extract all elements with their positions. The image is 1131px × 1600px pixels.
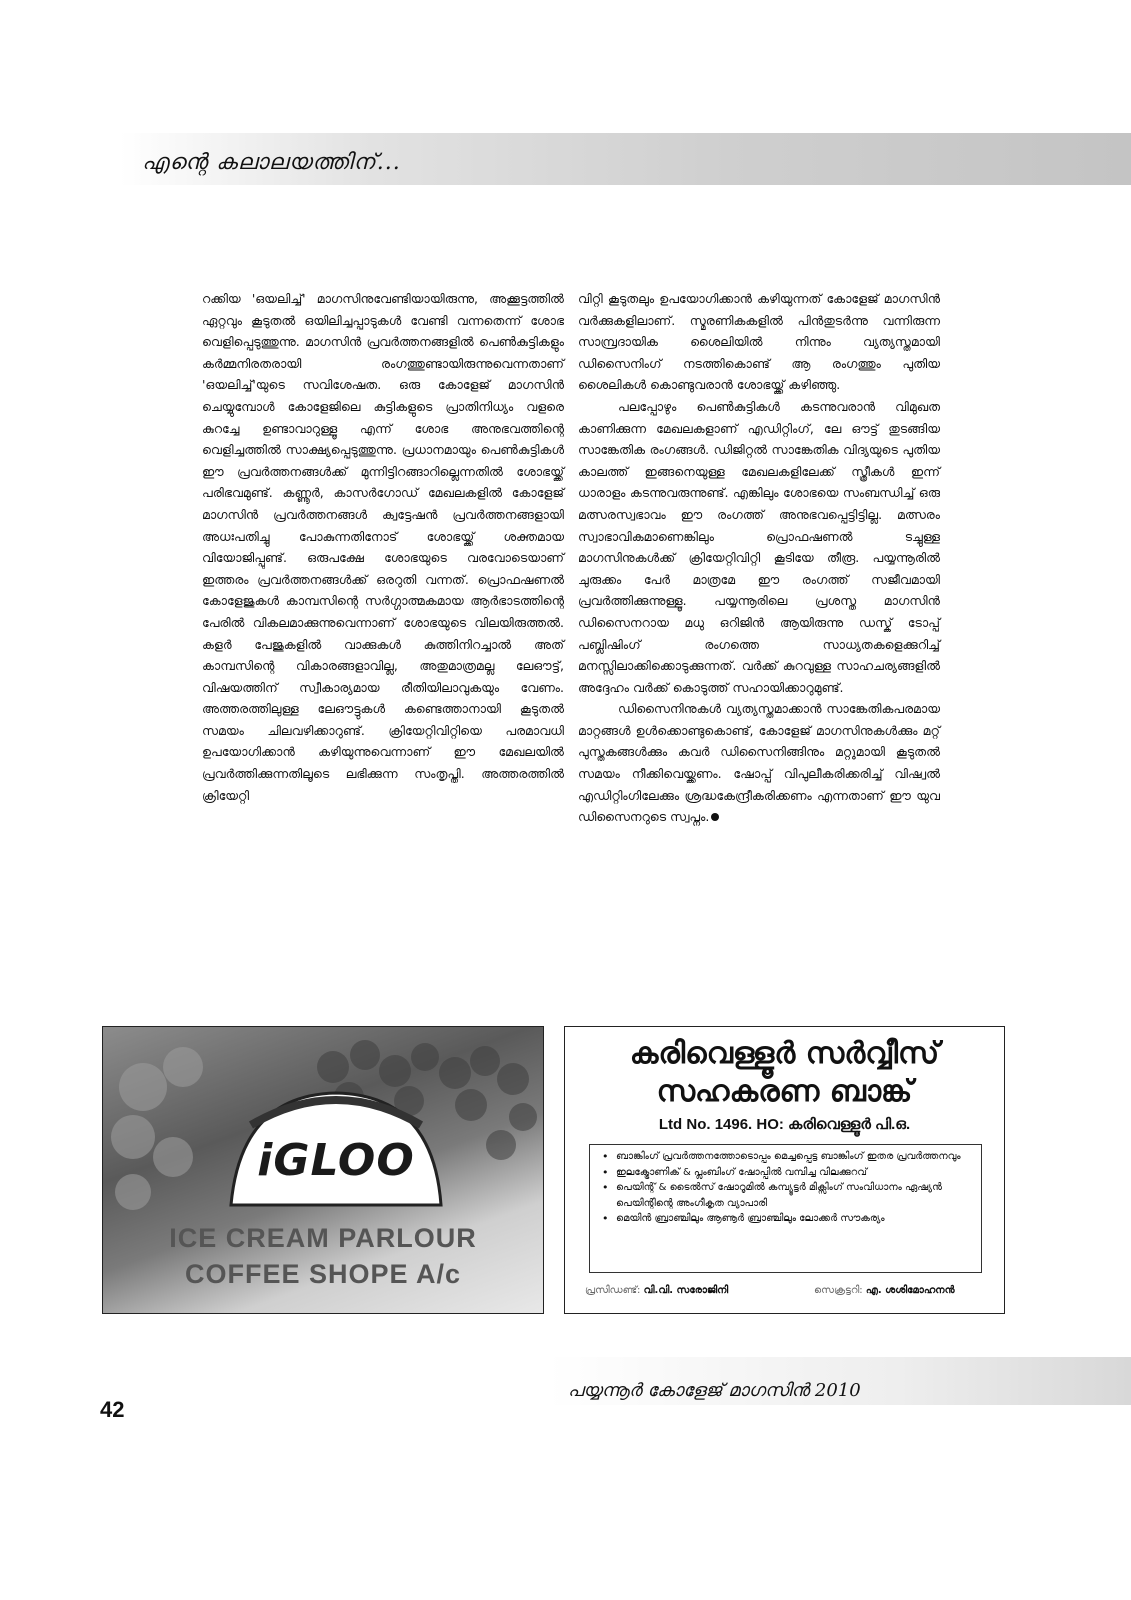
bank-name bbox=[565, 1035, 1004, 1111]
list-item: • പെയിന്റ് & ടൈൽസ് ഷോറൂമിൽ കമ്പ്യൂട്ടർ മിക്സിംഗ് സംവിധാനം ഏഷ്യൻ പെയിന്റിന്റെ അംഗീകൃത വ്യാപാരി bbox=[602, 1181, 942, 1209]
magazine-title: പയ്യന്നൂർ കോളേജ് മാഗസിൻ 2010 bbox=[568, 1380, 861, 1401]
bank-secretary bbox=[814, 1285, 955, 1296]
bank-advertisement bbox=[564, 1026, 1005, 1314]
list-item: • ബാങ്കിംഗ് പ്രവർത്തനത്തോടൊപ്പം മെച്ചപ്പെട്ട ബാങ്കിംഗ് ഇതര പ്രവർത്തനവും bbox=[602, 1150, 961, 1163]
article-paragraph: വിറ്റി കൂടുതലും ഉപയോഗിക്കാൻ കഴിയുന്നത് കോളേജ് മാഗസിൻ വർക്കുകളിലാണ്. സ്മരണികകളിൽ പിൻതുടർന്നു വന്നിരുന്ന സാമ്പ്രദായിക ശൈലിയിൽ നിന്നും വ്യത്യസ്തമായി ഡിസൈനിംഗ് നടത്തികൊണ്ട് ആ രംഗത്തും പുതിയ ശൈലികൾ കൊണ്ടുവരാൻ ശോഭയ്ക്ക് കഴിഞ്ഞു. bbox=[578, 291, 940, 393]
bullet-icon: • bbox=[602, 1181, 609, 1194]
article-column-right bbox=[578, 288, 940, 828]
bullet-icon: • bbox=[602, 1212, 609, 1225]
section-title: എന്റെ കലാലയത്തിന്... bbox=[142, 150, 401, 175]
igloo-advertisement bbox=[102, 1026, 544, 1314]
bank-name-line1: കരിവെള്ളൂർ സർവ്വീസ് bbox=[629, 1036, 940, 1071]
ad-line-parlour: ICE CREAM PARLOUR bbox=[169, 1223, 477, 1253]
article-paragraph bbox=[578, 698, 940, 828]
bank-services-list bbox=[589, 1144, 982, 1273]
end-mark-icon bbox=[711, 813, 719, 821]
bank-name-line2: സഹകരണ ബാങ്ക് bbox=[656, 1074, 913, 1109]
bullet-icon: • bbox=[602, 1150, 609, 1163]
page-number: 42 bbox=[100, 1397, 125, 1422]
secretary-label: സെക്രട്ടറി: bbox=[814, 1285, 863, 1296]
list-item: • മെയിൻ ബ്രാഞ്ചിലും ആണൂർ ബ്രാഞ്ചിലും ലോക്കർ സൗകര്യം bbox=[602, 1212, 885, 1225]
list-item: • ഇലക്ട്രോണിക് & പ്ലംബിംഗ് ഷോപ്പിൽ വമ്പിച്ച വിലക്കുറവ് bbox=[602, 1165, 867, 1179]
president-name: വി.വി. സരോജിനി bbox=[643, 1285, 729, 1296]
president-label: പ്രസിഡണ്ട്: bbox=[585, 1285, 641, 1296]
article-paragraph-text: ഡിസൈനിനുകൾ വ്യത്യസ്തമാക്കാൻ സാങ്കേതികപരമായ മാറ്റങ്ങൾ ഉൾക്കൊണ്ടുകൊണ്ട്, കോളേജ് മാഗസിനുകൾക്കും മറ്റ് പുസ്തകങ്ങൾക്കും കവർ ഡിസൈനിങ്ങിനും മറ്റുമായി കൂടുതൽ സമയം നീക്കിവെയ്ക്കണം. ഷോപ്പ് വിപുലീകരിക്കരിച്ച് വിഷ്വൽ എഡിറ്റിംഗിലേക്കും ശ്രദ്ധകേന്ദ്രീകരിക്കണം എന്നതാണ് ഈ യുവ ഡിസൈനറുടെ സ്വപ്നം. bbox=[578, 701, 940, 825]
article-column-left bbox=[202, 288, 564, 806]
bank-president bbox=[585, 1285, 728, 1296]
secretary-name: എ. ശശിമോഹനൻ bbox=[865, 1285, 955, 1296]
article-paragraph: റക്കിയ 'ഒയലിച്ച്' മാഗസിനുവേണ്ടിയായിരുന്നു, അക്കൂട്ടത്തിൽ ഏറ്റവും കൂടുതൽ ഒയിലിച്ചപ്പാടുകൾ വേണ്ടി വന്നതെന്ന് ശോഭ വെളിപ്പെടുത്തുന്നു. മാഗസിൻ പ്രവർത്തനങ്ങളിൽ പെൺകുട്ടികളും കർമ്മനിരതരായി രംഗത്തുണ്ടായിരുന്നുവെന്നതാണ് 'ഒയലിച്ച്'യുടെ സവിശേഷത. ഒരു കോളേജ് മാഗസിൻ ചെയ്യുമ്പോൾ കോളേജിലെ കുട്ടികളുടെ പ്രാതിനിധ്യം വളരെ കുറച്ചേ ഉണ്ടാവാറുള്ളൂ എന്ന് ശോഭ അനുഭവത്തിന്റെ വെളിച്ചത്തിൽ സാക്ഷ്യപ്പെടുത്തുന്നു. പ്രധാനമായും പെൺകുട്ടികൾ ഈ പ്രവർത്തനങ്ങൾക്ക് മുന്നിട്ടിറങ്ങാറില്ലെന്നതിൽ ശോഭയ്ക്ക് പരിഭവമുണ്ട്. കണ്ണൂർ, കാസർഗോഡ് മേഖലകളിൽ കോളേജ് മാഗസിൻ പ്രവർത്തനങ്ങൾ ക്വട്ടേഷൻ പ്രവർത്തനങ്ങളായി അധഃപതിച്ചു പോകുന്നതിനോട് ശോഭയ്ക്ക് ശക്തമായ വിയോജിപ്പുണ്ട്. ഒരുപക്ഷേ ശോഭയുടെ വരവോടെയാണ് ഇത്തരം പ്രവർത്തനങ്ങൾക്ക് ഒരറുതി വന്നത്. പ്രൊഫഷണൽ കോളേജുകൾ കാമ്പസിന്റെ സർഗ്ഗാത്മകമായ ആർഭാടത്തിന്റെ പേരിൽ വികലമാക്കുന്നുവെന്നാണ് ശോഭയുടെ വിലയിരുത്തൽ. കളർ പേജുകളിൽ വാക്കുകൾ കുത്തിനിറച്ചാൽ അത് കാമ്പസിന്റെ വികാരങ്ങളാവില്ല, അതുമാത്രമല്ല ലേഔട്ട്, വിഷയത്തിന് സ്വീകാര്യമായ രീതിയിലാവുകയും വേണം. അത്തരത്തിലുള്ള ലേഔട്ടുകൾ കണ്ടെത്താനായി കൂടുതൽ സമയം ചിലവഴിക്കാറുണ്ട്. ക്രിയേറ്റിവിറ്റിയെ പരമാവധി ഉപയോഗിക്കാൻ കഴിയുന്നുവെന്നാണ് ഈ മേഖലയിൽ പ്രവർത്തിക്കുന്നതിലൂടെ ലഭിക്കുന്ന സംതൃപ്തി. അത്തരത്തിൽ ക്രിയേറ്റി bbox=[202, 291, 564, 803]
bullet-icon: • bbox=[602, 1165, 609, 1179]
bank-registration: Ltd No. 1496. HO: കരിവെള്ളൂർ പി.ഒ. bbox=[658, 1116, 911, 1133]
ad-line-coffee: COFFEE SHOPE A/c bbox=[184, 1259, 462, 1289]
article-paragraph: പലപ്പോഴും പെൺകുട്ടികൾ കടന്നുവരാൻ വിമുഖത കാണിക്കുന്ന മേഖലകളാണ് എഡിറ്റിംഗ്, ലേ ഔട്ട് തുടങ്ങിയ സാങ്കേതിക രംഗങ്ങൾ. ഡിജിറ്റൽ സാങ്കേതിക വിദ്യയുടെ പുതിയ കാലത്ത് ഇങ്ങനെയുള്ള മേഖലകളിലേക്ക് സ്ത്രീകൾ ഇന്ന് ധാരാളം കടന്നുവരുന്നുണ്ട്. എങ്കിലും ശോഭയെ സംബന്ധിച്ച് ഒരു മത്സരസ്വഭാവം ഈ രംഗത്ത് അനുഭവപ്പെട്ടിട്ടില്ല. മത്സരം സ്വാഭാവികമാണെങ്കിലും പ്രൊഫഷണൽ ടച്ചുള്ള മാഗസിനുകൾക്ക് ക്രിയേറ്റിവിറ്റി കൂടിയേ തീരൂ. പയ്യന്നൂരിൽ ചുരുക്കം പേർ മാത്രമേ ഈ രംഗത്ത് സജീവമായി പ്രവർത്തിക്കുന്നുള്ളൂ. പയ്യന്നൂരിലെ പ്രശസ്ത മാഗസിൻ ഡിസൈനറായ മധു ഒറിജിൻ ആയിരുന്നു ഡസ്ക് ടോപ്പ് പബ്ലിഷിംഗ് രംഗത്തെ സാധ്യതകളെക്കുറിച്ച് മനസ്സിലാക്കിക്കൊടുക്കുന്നത്. വർക്ക് കുറവുള്ള സാഹചര്യങ്ങളിൽ അദ്ദേഹം വർക്ക് കൊടുത്ത് സഹായിക്കാറുമുണ്ട്. bbox=[578, 398, 940, 695]
igloo-logo-text: iGLOO bbox=[257, 1135, 415, 1186]
